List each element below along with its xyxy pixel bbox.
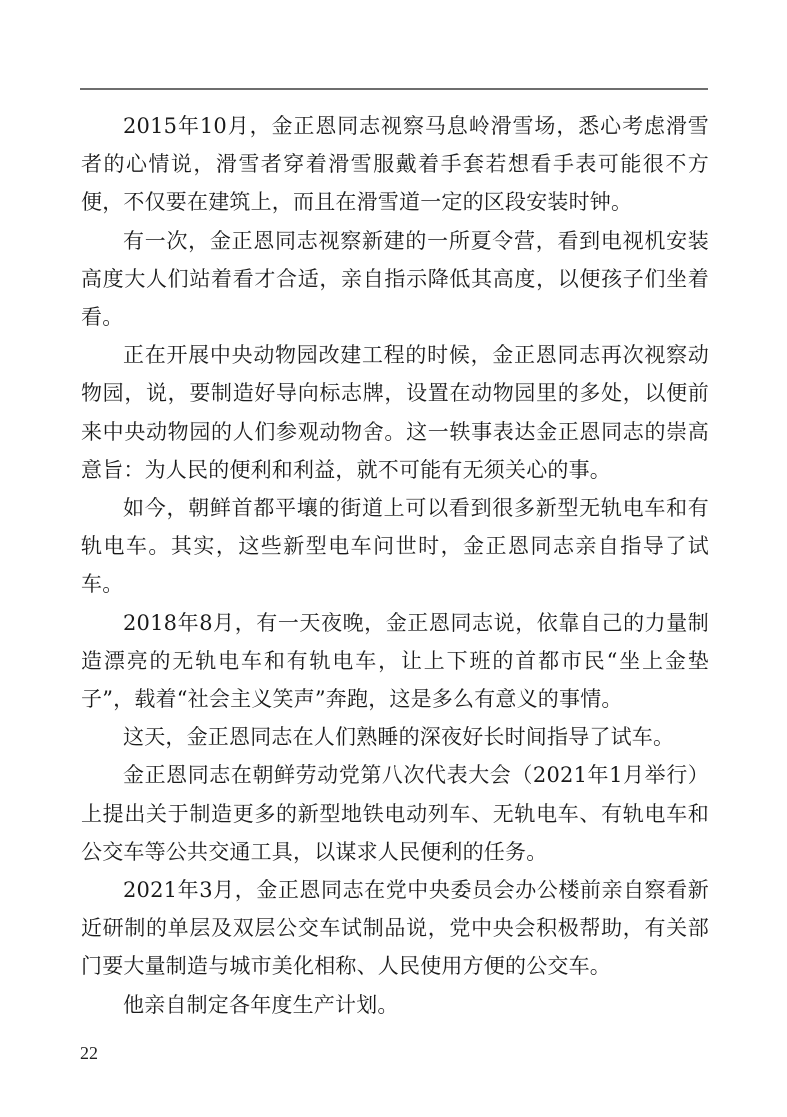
paragraph: 2015年10月，金正恩同志视察马息岭滑雪场，悉心考虑滑雪者的心情说，滑雪者穿着滑雪服戴着手套若想看手表可能很不方便，不仅要在建筑上，而且在滑雪道一定的区段安装时钟。 (81, 114, 709, 215)
paragraph: 他亲自制定各年度生产计划。 (123, 992, 399, 1017)
header-rule (80, 88, 708, 90)
page-number: 22 (80, 1043, 98, 1063)
body-text (81, 107, 709, 1024)
paragraph: 2018年8月，有一天夜晚，金正恩同志说，依靠自己的力量制造漂亮的无轨电车和有轨电车，让上下班的首都市民“坐上金垫子”，载着“社会主义笑声”奔跑，这是多么有意义的事情。 (81, 610, 709, 712)
paragraph: 正在开展中央动物园改建工程的时候，金正恩同志再次视察动物园，说，要制造好导向标志牌，设置在动物园里的多处，以便前来中央动物园的人们参观动物舍。这一轶事表达金正恩同志的崇高意旨：为人民的便利和利益，就不可能有无须关心的事。 (81, 343, 709, 482)
paragraph: 如今，朝鲜首都平壤的街道上可以看到很多新型无轨电车和有轨电车。其实，这些新型电车问世时，金正恩同志亲自指导了试车。 (81, 496, 709, 597)
paragraph: 2021年3月，金正恩同志在党中央委员会办公楼前亲自察看新近研制的单层及双层公交车试制品说，党中央会积极帮助，有关部门要大量制造与城市美化相称、人民使用方便的公交车。 (81, 878, 709, 979)
paragraph: 有一次，金正恩同志视察新建的一所夏令营，看到电视机安装高度大人们站着看才合适，亲自指示降低其高度，以便孩子们坐着看。 (81, 228, 709, 330)
paragraph: 金正恩同志在朝鲜劳动党第八次代表大会（2021年1月举行）上提出关于制造更多的新型地铁电动列车、无轨电车、有轨电车和公交车等公共交通工具，以谋求人民便利的任务。 (81, 763, 709, 864)
paragraph: 这天，金正恩同志在人们熟睡的深夜好长时间指导了试车。 (123, 725, 675, 750)
